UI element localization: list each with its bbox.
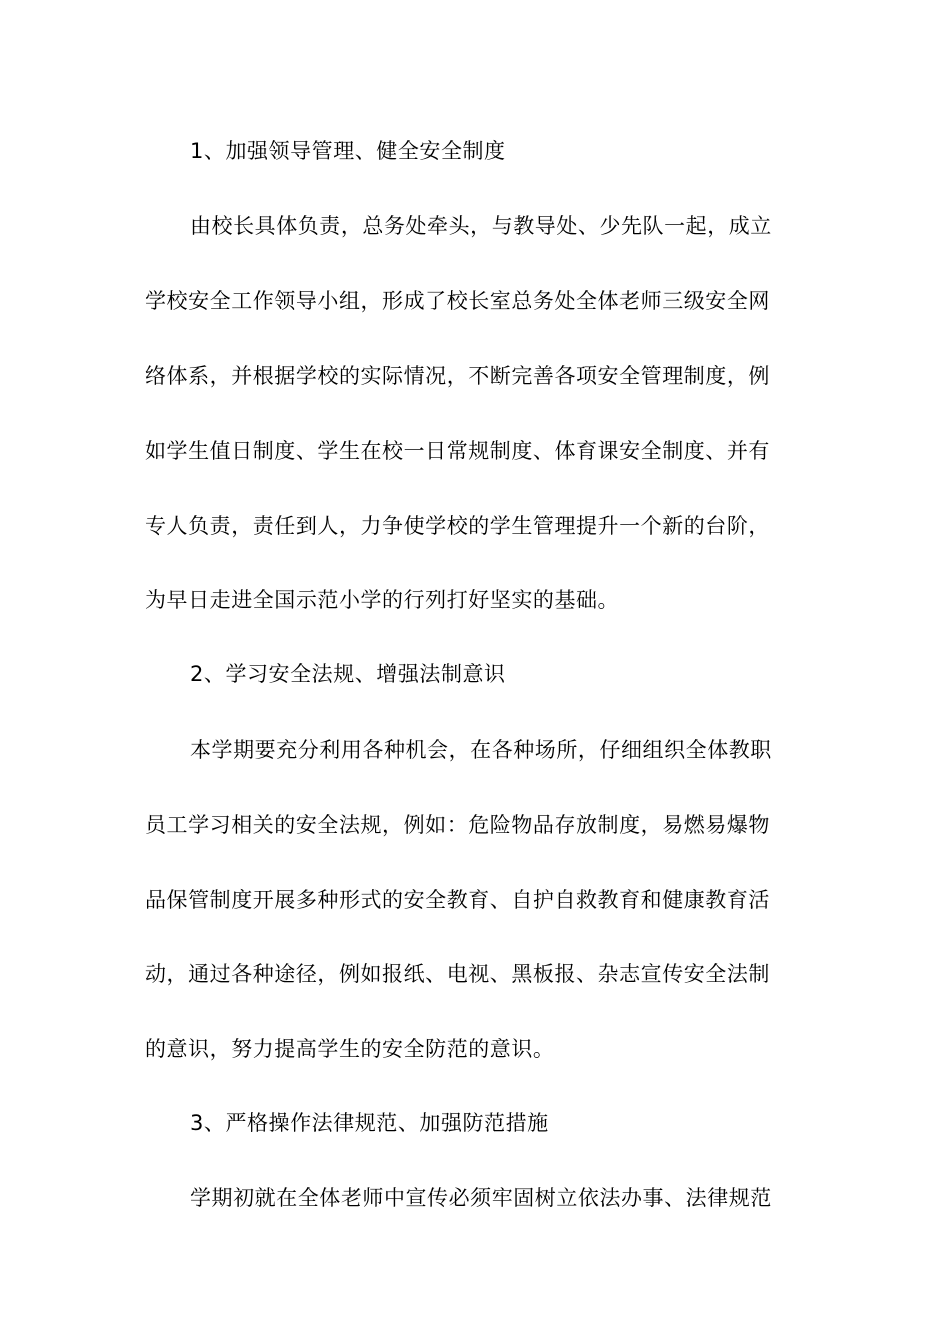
paragraph-line: 由校长具体负责，总务处牵头，与教导处、少先队一起，成立: [190, 214, 772, 238]
section-heading-2: 2、学习安全法规、增强法制意识: [190, 662, 506, 686]
paragraph-line: 为早日走进全国示范小学的行列打好坚实的基础。: [145, 588, 620, 612]
paragraph-line: 学校安全工作领导小组，形成了校长室总务处全体老师三级安全网: [145, 289, 770, 313]
paragraph-line: 如学生值日制度、学生在校一日常规制度、体育课安全制度、并有: [145, 439, 770, 463]
paragraph-line: 员工学习相关的安全法规，例如：危险物品存放制度，易燃易爆物: [145, 813, 770, 837]
paragraph-line: 络体系，并根据学校的实际情况，不断完善各项安全管理制度，例: [145, 364, 770, 388]
paragraph-line: 学期初就在全体老师中宣传必须牢固树立依法办事、法律规范: [190, 1186, 772, 1210]
paragraph-line: 专人负责，责任到人，力争使学校的学生管理提升一个新的台阶，: [145, 514, 770, 538]
paragraph-line: 本学期要充分利用各种机会，在各种场所，仔细组织全体教职: [190, 738, 772, 762]
paragraph-line: 动，通过各种途径，例如报纸、电视、黑板报、杂志宣传安全法制: [145, 962, 770, 986]
section-heading-3: 3、严格操作法律规范、加强防范措施: [190, 1111, 549, 1135]
paragraph-line: 品保管制度开展多种形式的安全教育、自护自救教育和健康教育活: [145, 888, 770, 912]
paragraph-line: 的意识，努力提高学生的安全防范的意识。: [145, 1037, 555, 1061]
section-heading-1: 1、加强领导管理、健全安全制度: [190, 139, 506, 163]
